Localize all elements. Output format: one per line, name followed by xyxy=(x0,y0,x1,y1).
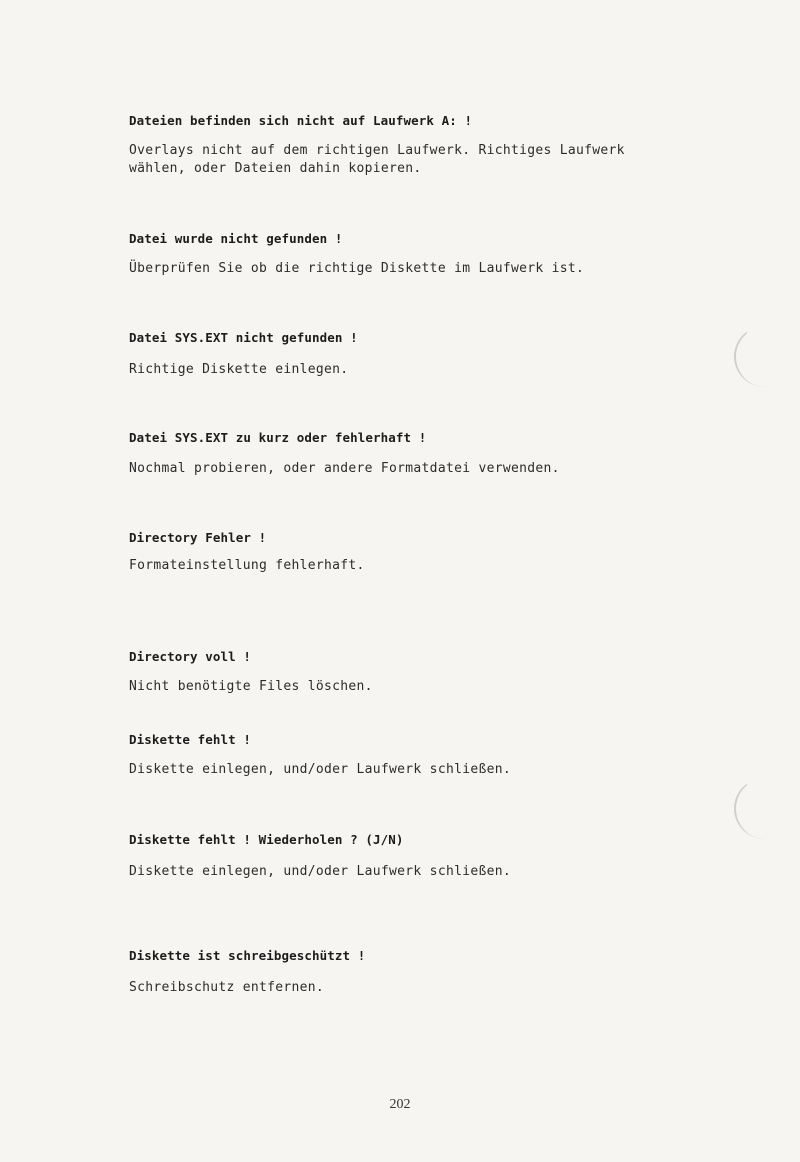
error-heading: Directory voll ! xyxy=(129,649,252,664)
error-entry xyxy=(129,330,729,379)
error-heading: Diskette fehlt ! xyxy=(129,732,252,747)
error-heading: Datei wurde nicht gefunden ! xyxy=(129,231,343,246)
error-description: Schreibschutz entfernen. xyxy=(129,980,325,995)
error-entry xyxy=(129,231,729,278)
punch-hole-icon xyxy=(734,326,796,387)
error-heading: Diskette fehlt ! Wiederholen ? (J/N) xyxy=(129,832,404,847)
error-entry xyxy=(129,649,729,696)
punch-hole-icon xyxy=(734,778,796,839)
error-heading: Datei SYS.EXT nicht gefunden ! xyxy=(129,330,358,345)
error-description: Overlays nicht auf dem richtigen Laufwerk. Richtiges Laufwerk wählen, oder Dateien dahin kopieren. xyxy=(129,143,625,176)
error-description: Formateinstellung fehlerhaft. xyxy=(129,558,365,573)
error-entry xyxy=(129,430,729,478)
error-description: Richtige Diskette einlegen. xyxy=(129,362,349,377)
error-heading: Directory Fehler ! xyxy=(129,530,267,545)
error-entry xyxy=(129,948,729,997)
error-entry xyxy=(129,732,729,779)
error-description: Nochmal probieren, oder andere Formatdatei verwenden. xyxy=(129,461,560,476)
page-number: 202 xyxy=(389,1097,411,1112)
error-description: Diskette einlegen, und/oder Laufwerk schließen. xyxy=(129,864,511,879)
error-entry xyxy=(129,832,729,881)
error-heading: Diskette ist schreibgeschützt ! xyxy=(129,948,366,963)
error-description: Überprüfen Sie ob die richtige Diskette im Laufwerk ist. xyxy=(129,261,585,276)
error-entry xyxy=(129,530,729,575)
error-description: Diskette einlegen, und/oder Laufwerk schließen. xyxy=(129,762,511,777)
error-description: Nicht benötigte Files löschen. xyxy=(129,679,373,694)
error-heading: Dateien befinden sich nicht auf Laufwerk A: ! xyxy=(129,113,473,128)
error-entry xyxy=(129,113,729,178)
error-heading: Datei SYS.EXT zu kurz oder fehlerhaft ! xyxy=(129,430,427,445)
